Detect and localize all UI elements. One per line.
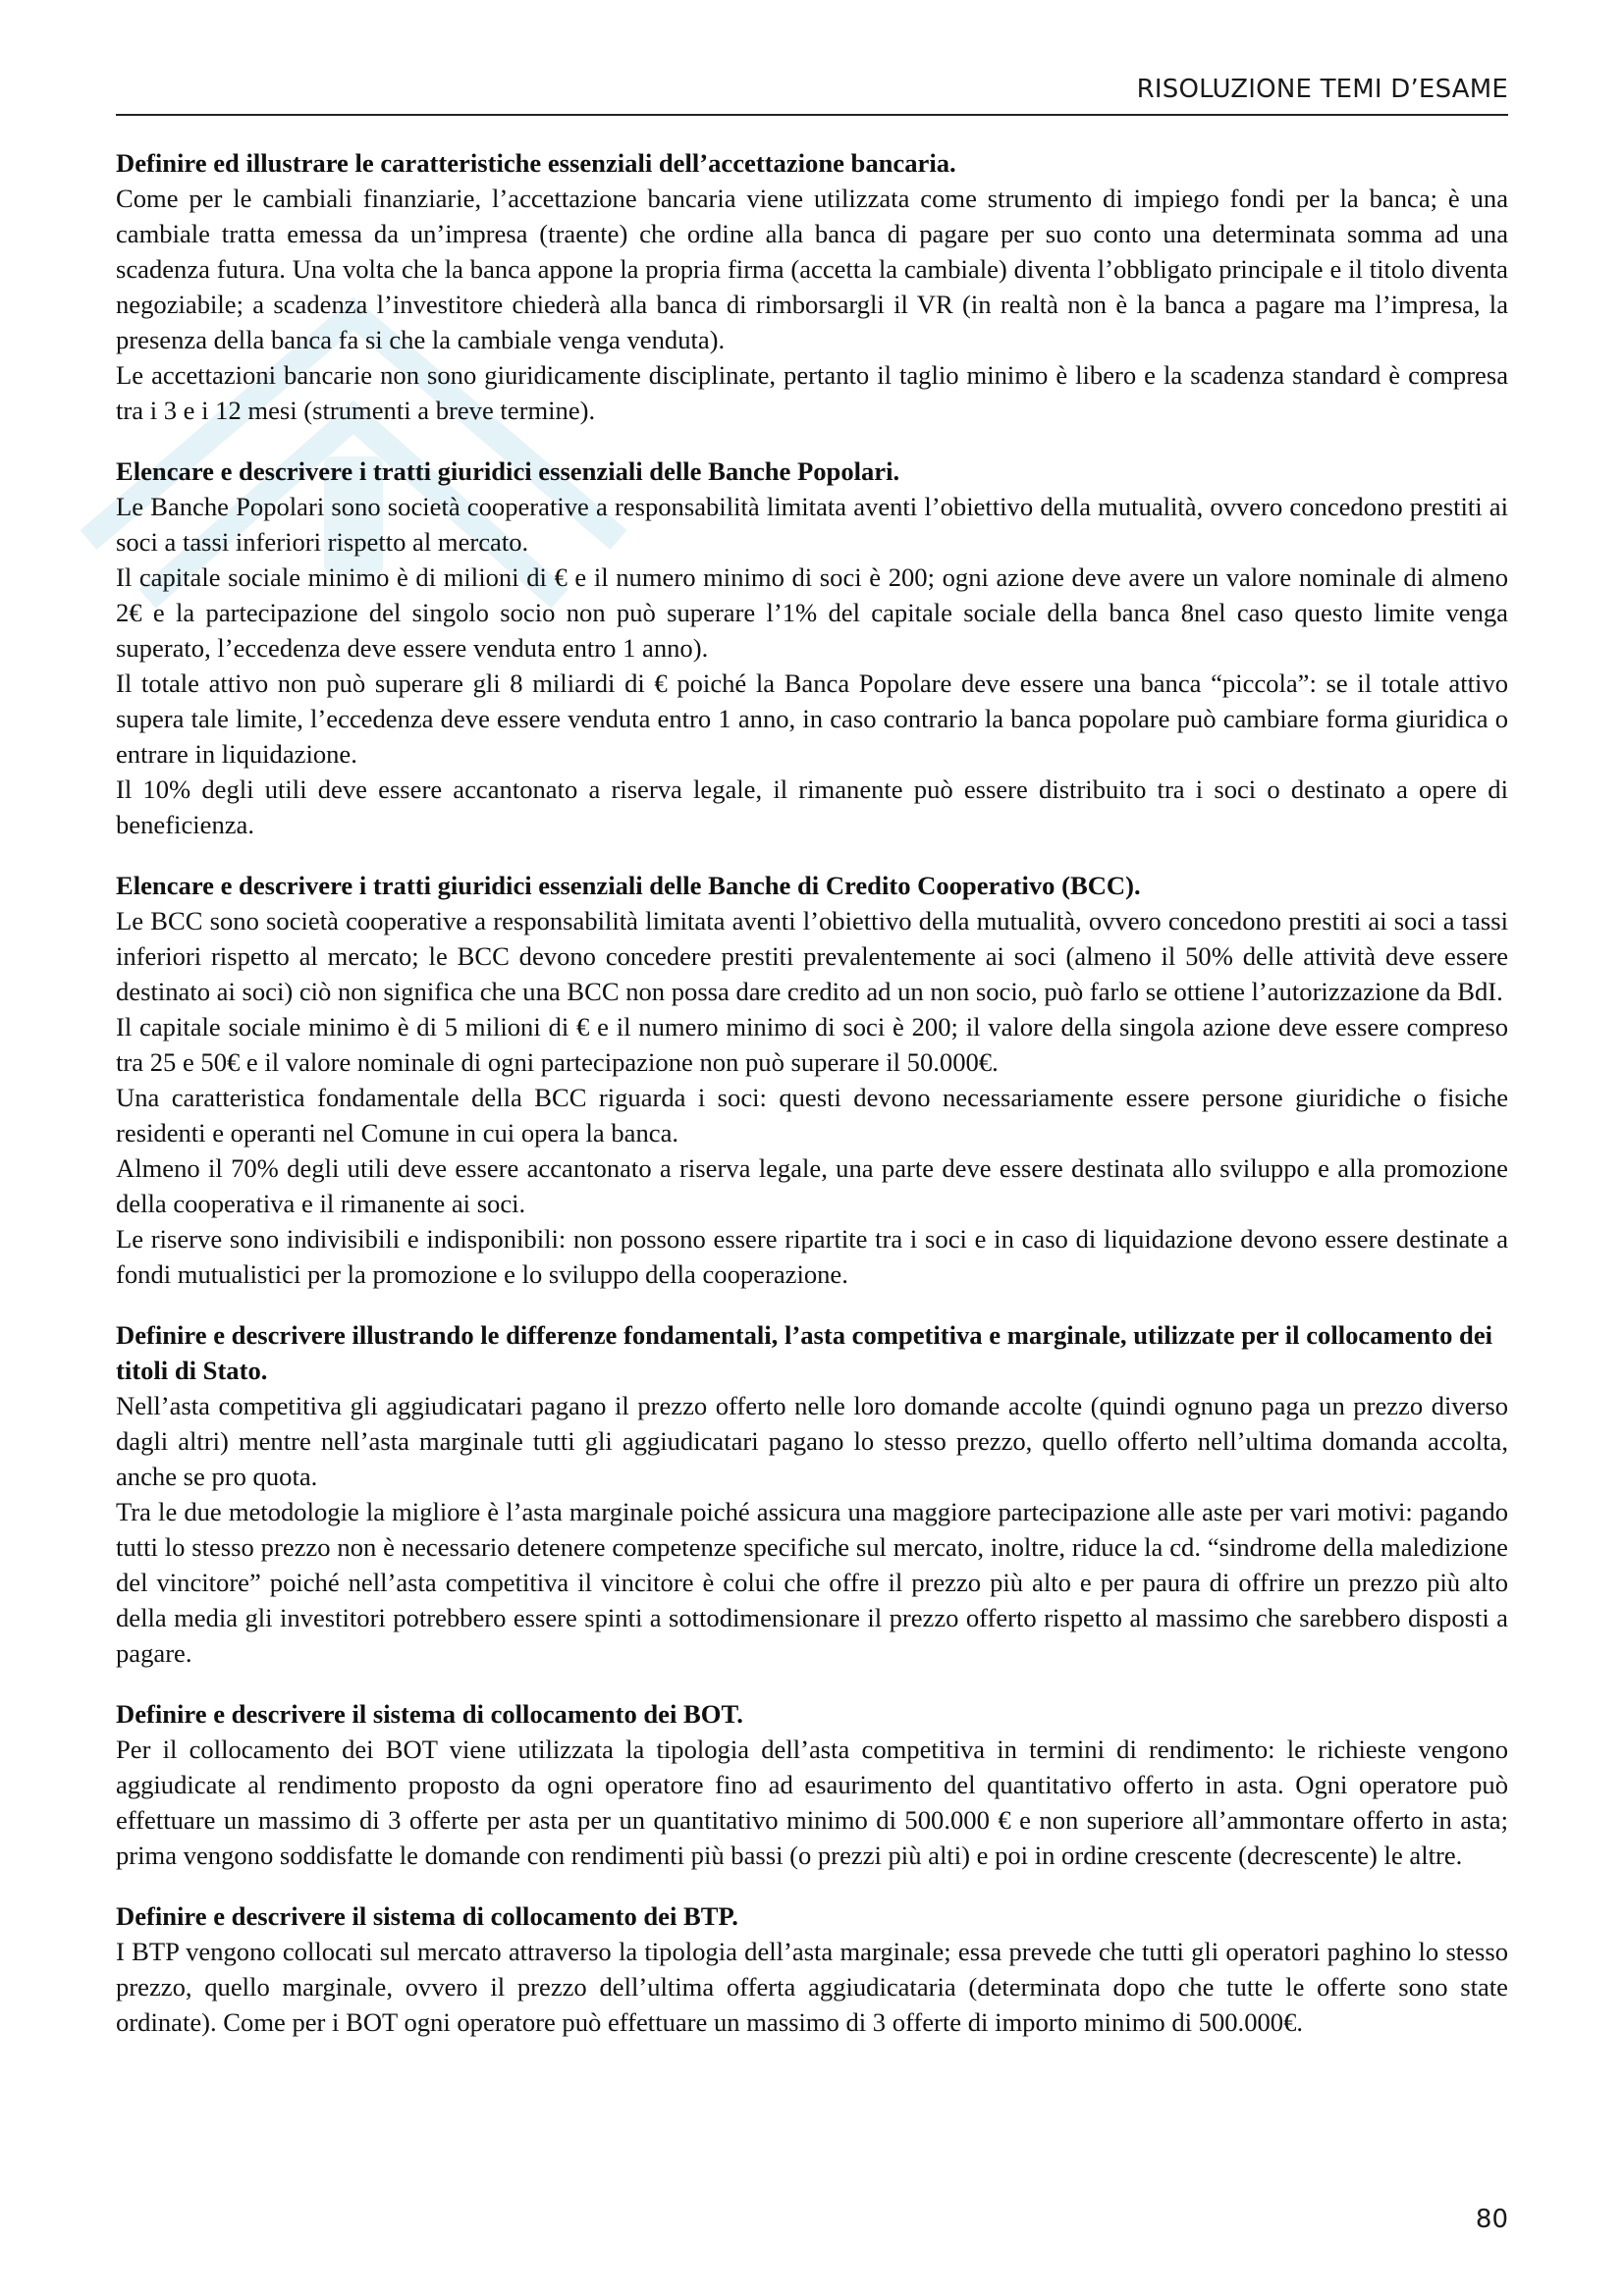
paragraph: Il capitale sociale minimo è di milioni di € e il numero minimo di soci è 200; ogni azione deve avere un valore nominale di almeno 2€ e la partecipazione del singolo socio non può superare l’1% del capitale sociale della banca 8nel caso questo limite venga superato, l’eccedenza deve essere venduta entro 1 anno).: [116, 562, 1508, 663]
page-number: 80: [1475, 2205, 1508, 2234]
paragraph: Come per le cambiali finanziarie, l’accettazione bancaria viene utilizzata come strumento di impiego fondi per la banca; è una cambiale tratta emessa da un’impresa (traente) che ordine alla banca di pagare per suo conto una determinata somma ad una scadenza futura. Una volta che la banca appone la propria firma (accetta la cambiale) diventa l’obbligato principale e il titolo diventa negoziabile; a scadenza l’investitore chiederà alla banca di rimborsargli il VR (in realtà non è la banca a pagare ma l’impresa, la presenza della banca fa si che la cambiale venga venduta).: [116, 184, 1508, 354]
section-title: Elencare e descrivere i tratti giuridici essenziali delle Banche Popolari.: [116, 456, 900, 486]
section-banche-popolari: [116, 454, 1508, 842]
paragraph: Il totale attivo non può superare gli 8 miliardi di € poiché la Banca Popolare deve essere una banca “piccola”: se il totale attivo supera tale limite, l’eccedenza deve essere venduta entro 1 anno, in caso contrario la banca popolare può cambiare forma giuridica o entrare in liquidazione.: [116, 668, 1508, 769]
paragraph: Le Banche Popolari sono società cooperative a responsabilità limitata aventi l’obiettivo della mutualità, ovvero concedono prestiti ai soci a tassi inferiori rispetto al mercato.: [116, 492, 1508, 557]
paragraph: I BTP vengono collocati sul mercato attraverso la tipologia dell’asta marginale; essa prevede che tutti gli operatori paghino lo stesso prezzo, quello marginale, ovvero il prezzo dell’ultima offerta aggiudicataria (determinata dopo che tutte le offerte sono state ordinate). Come per i BOT ogni operatore può effettuare un massimo di 3 offerte di importo minimo di 500.000€.: [116, 1937, 1508, 2037]
section-title: Definire e descrivere il sistema di collocamento dei BTP.: [116, 1901, 738, 1931]
section-bcc: [116, 868, 1508, 1292]
paragraph: Il capitale sociale minimo è di 5 milioni di € e il numero minimo di soci è 200; il valore della singola azione deve essere compreso tra 25 e 50€ e il valore nominale di ogni partecipazione non può superare il 50.000€.: [116, 1012, 1508, 1077]
section-accettazione-bancaria: [116, 145, 1508, 428]
section-title: Definire e descrivere il sistema di collocamento dei BOT.: [116, 1699, 743, 1729]
paragraph: Il 10% degli utili deve essere accantonato a riserva legale, il rimanente può essere distribuito tra i soci o destinato a opere di beneficienza.: [116, 774, 1508, 839]
paragraph: Le riserve sono indivisibili e indisponibili: non possono essere ripartite tra i soci e in caso di liquidazione devono essere destinate a fondi mutualistici per la promozione e lo sviluppo della cooperazione.: [116, 1224, 1508, 1289]
paragraph: Per il collocamento dei BOT viene utilizzata la tipologia dell’asta competitiva in termini di rendimento: le richieste vengono aggiudicate al rendimento proposto da ogni operatore fino ad esaurimento del quantitativo offerto in asta. Ogni operatore può effettuare un massimo di 3 offerte per asta per un quantitativo minimo di 500.000 € e non superiore all’ammontare offerto in asta; prima vengono soddisfatte le domande con rendimenti più bassi (o prezzi più alti) e poi in ordine crescente (decrescente) le altre.: [116, 1735, 1508, 1870]
section-title: Definire ed illustrare le caratteristiche essenziali dell’accettazione bancaria.: [116, 148, 956, 178]
running-header: RISOLUZIONE TEMI D’ESAME: [1136, 75, 1508, 104]
section-title: Elencare e descrivere i tratti giuridici essenziali delle Banche di Credito Cooperativo (BCC).: [116, 871, 1141, 900]
paragraph: Tra le due metodologie la migliore è l’asta marginale poiché assicura una maggiore partecipazione alle aste per vari motivi: pagando tutti lo stesso prezzo non è necessario detenere competenze specifiche sul mercato, inoltre, riduce la cd. “sindrome della maledizione del vincitore” poiché nell’asta competitiva il vincitore è colui che offre il prezzo più alto e per paura di offrire un prezzo più alto della media gli investitori potrebbero essere spinti a sottodimensionare il prezzo offerto rispetto al massimo che sarebbero disposti a pagare.: [116, 1497, 1508, 1668]
section-aste-titoli-stato: [116, 1317, 1508, 1671]
paragraph: Nell’asta competitiva gli aggiudicatari pagano il prezzo offerto nelle loro domande accolte (quindi ognuno paga un prezzo diverso dagli altri) mentre nell’asta marginale tutti gli aggiudicatari pagano lo stesso prezzo, quello offerto nell’ultima domanda accolta, anche se pro quota.: [116, 1391, 1508, 1491]
section-collocamento-btp: [116, 1898, 1508, 2040]
paragraph: Le BCC sono società cooperative a responsabilità limitata aventi l’obiettivo della mutualità, ovvero concedono prestiti ai soci a tassi inferiori rispetto al mercato; le BCC devono concedere prestiti prevalentemente ai soci (almeno il 50% delle attività deve essere destinato ai soci) ciò non significa che una BCC non possa dare credito ad un non socio, può farlo se ottiene l’autorizzazione da BdI.: [116, 906, 1508, 1006]
section-collocamento-bot: [116, 1696, 1508, 1873]
paragraph: Le accettazioni bancarie non sono giuridicamente disciplinate, pertanto il taglio minimo è libero e la scadenza standard è compresa tra i 3 e i 12 mesi (strumenti a breve termine).: [116, 360, 1508, 425]
paragraph: Almeno il 70% degli utili deve essere accantonato a riserva legale, una parte deve essere destinata allo sviluppo e alla promozione della cooperativa e il rimanente ai soci.: [116, 1153, 1508, 1218]
header-rule: [116, 114, 1508, 116]
body-text: [116, 145, 1508, 2065]
section-title: Definire e descrivere illustrando le differenze fondamentali, l’asta competitiva e marginale, utilizzate per il collocamento dei titoli di Stato.: [116, 1320, 1493, 1385]
paragraph: Una caratteristica fondamentale della BCC riguarda i soci: questi devono necessariamente essere persone giuridiche o fisiche residenti e operanti nel Comune in cui opera la banca.: [116, 1083, 1508, 1148]
